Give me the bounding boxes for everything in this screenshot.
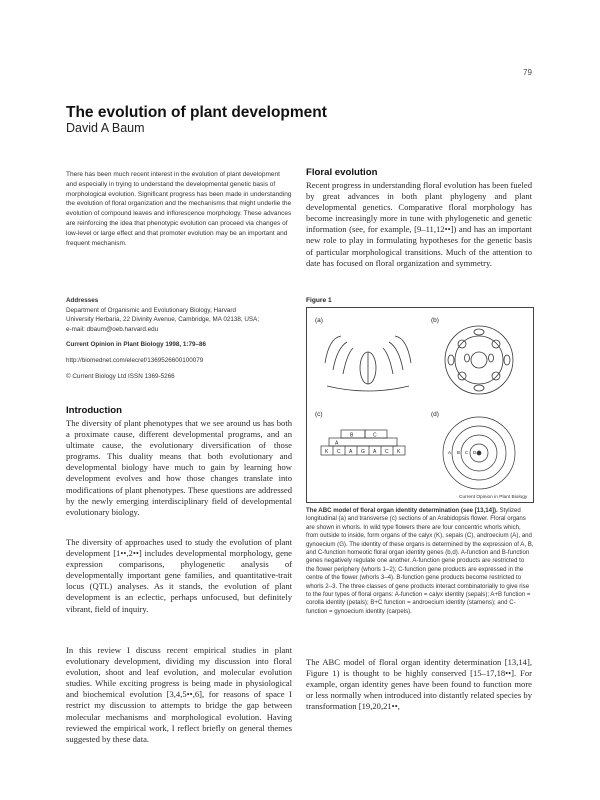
copyright-line: © Current Biology Ltd ISSN 1369-5266 bbox=[66, 372, 175, 380]
whorl-letter: C bbox=[465, 450, 469, 455]
sepal-left-outline bbox=[325, 336, 341, 363]
floral-organ bbox=[504, 355, 510, 365]
addresses-block bbox=[66, 296, 296, 381]
intro-paragraph: In this review I discuss recent empirical studies in plant evolutionary development, dividing my discussion into floral evolution, shoot and leaf evolution, and molecular evolution studies. While exciting progress is being made in physiological and biochemical evolution [3,4,5••,6], for reasons of space I restrict my discussion to attempts to bridge the gap between molecular mechanisms and morphological evolution. Having reviewed the empirical work, I reflect briefly on general themes suggested by these data. bbox=[66, 645, 292, 744]
floral-evolution-paragraph: Recent progress in understanding floral evolution has been fueled by great advances in both plant phylogeny and plant developmental genetics. Comparative floral morphology has become increasingly more in tune with phylogenetic and genetic information (see, for example, [9–11,12••]) and has an important new role to play in formulating hypotheses for the genetic basis of particular morphological transitions. Much of the attention to date has focused on floral organization and symmetry. bbox=[306, 180, 532, 268]
address-line: University Herbaria, 22 Divinity Avenue, Cambridge, MA 02138, USA; bbox=[66, 316, 260, 324]
box-letter: A bbox=[349, 449, 353, 455]
floral-organ bbox=[465, 354, 470, 362]
journal-citation: Current Opinion in Plant Biology 1998, 1:79–86 bbox=[66, 341, 206, 349]
floral-organ bbox=[474, 329, 484, 335]
sepal-right-outline bbox=[395, 336, 411, 363]
introduction-heading: Introduction bbox=[66, 405, 122, 416]
whorl-letter: A bbox=[448, 450, 451, 455]
floral-organ bbox=[492, 372, 500, 380]
box-letter: K bbox=[325, 449, 329, 455]
email-line: e-mail: dbaum@oeb.harvard.edu bbox=[66, 325, 159, 333]
intro-paragraph: The diversity of plant phenotypes that we see around us has both a proximate cause, different developmental programs, and an ultimate cause, the evolutionary diversification of those programs. This duality means that both evolutionary and developmental biology have much to gain by learning how development evolves and how those changes translate into modifications of plant phenotypes. These questions are addressed by the newly emerging interdisciplinary field of developmental evolutionary biology. bbox=[66, 418, 292, 517]
box-letter: C bbox=[385, 449, 389, 455]
floral-organ bbox=[448, 355, 454, 365]
floral-organ bbox=[458, 340, 466, 348]
abstract-text: There has been much recent interest in the evolution of plant development and especially in trying to understand the developmental genetic basis of morphological evolution. Significant progress has been made in understanding the evolution of floral organization and the mechanisms that might underlie the evolution of compound leaves and inflorescence morphology. These advances are reinforcing the idea that phenotypic evolution can proceed via changes of low-level or large effect and that promoter evolution may be an important and frequent mechanism. bbox=[66, 171, 292, 247]
figure-label: Figure 1 bbox=[306, 297, 332, 304]
box-letter: C bbox=[373, 432, 377, 439]
floral-organ bbox=[474, 385, 484, 391]
figure-caption bbox=[306, 507, 534, 616]
stamen-left-outline bbox=[343, 348, 353, 374]
panel-label-c: (c) bbox=[315, 411, 323, 418]
figure-1 bbox=[306, 307, 534, 503]
box-letter: C bbox=[337, 449, 341, 455]
panel-a-flower-section bbox=[325, 336, 411, 391]
box-letter: A bbox=[373, 449, 377, 455]
whorl-center bbox=[477, 451, 481, 455]
stamen-right-outline bbox=[383, 348, 393, 374]
receptacle-outline bbox=[327, 386, 409, 391]
article-url[interactable]: http://biomednet.com/elecref/1369526600100079 bbox=[66, 356, 204, 364]
floral-evolution-heading: Floral evolution bbox=[306, 167, 378, 178]
floral-organ bbox=[492, 340, 500, 348]
figure-credit: Current Opinion in Plant Biology bbox=[459, 495, 528, 500]
panel-label-a: (a) bbox=[315, 317, 323, 324]
box-letter: A bbox=[335, 440, 339, 447]
whorl-inner-ring bbox=[455, 336, 503, 384]
page-number: 79 bbox=[523, 68, 532, 77]
intro-paragraph: The diversity of approaches used to study the evolution of plant development [1••,2••] includes developmental morphology, gene expression comparisons, phylogenetic analysis of developmentally important gene families, and quantitative-trait locus (QTL) analyses. As it stands, the evolution of plant development is an eclectic, perhaps unfocused, but definitely vibrant, field of inquiry. bbox=[66, 537, 292, 614]
floral-organ bbox=[458, 372, 466, 380]
whorl-letter: B bbox=[457, 450, 460, 455]
panel-c-abc-boxes bbox=[321, 430, 405, 455]
box-a-region bbox=[329, 438, 397, 446]
article-title: The evolution of plant development bbox=[66, 104, 327, 121]
address-line: Department of Organismic and Evolutionary Biology, Harvard bbox=[66, 306, 236, 314]
caption-text: Stylized longitudinal (a) and transverse (c) sections of an Arabidopsis flower. Floral organs are shown in whorls. In wild type flowers there are four concentric whorls which, from outside to inside, form organs of the calyx (K), sepals (C), androecium (A), and gynoecium (G). The identity of these organs is determined by the expression of A, B, and C-function homeotic floral organ identity genes (b,d). A-function and B-function genes negatively regulate one another. A-function gene products are restricted to the flower periphery (whorls 1–2); C-function gene products are expressed in the centre of the flower (whorls 3–4). B-function gene products become restricted to whorls 2–3. The three classes of gene products interact combinatorially to give rise to the four types of floral organs: A-function = calyx identity (sepals); A+B function = corolla identity (petals); B+C function = androecium identity (stamens); and C-function = gynoecium identity (carpels). bbox=[306, 507, 534, 615]
caption-title: The ABC model of floral organ identity determination (see [13,14]). bbox=[306, 507, 498, 514]
abc-model-paragraph: The ABC model of floral organ identity determination [13,14], Figure 1) is thought to be highly conserved [15–17,18••]. For example, organ identity genes have been found to function more or less normally when introduced into distantly related species by transformation [19,20,21••, bbox=[306, 657, 532, 712]
abstract bbox=[66, 170, 292, 248]
box-letter: K bbox=[397, 449, 401, 455]
panel-label-b: (b) bbox=[431, 317, 439, 324]
figure-1-svg bbox=[307, 308, 533, 502]
box-letter: B bbox=[350, 432, 354, 439]
floral-organ bbox=[489, 354, 494, 362]
whorl-letter: D bbox=[473, 450, 477, 455]
box-letter: G bbox=[361, 449, 365, 455]
gynoecium-center bbox=[471, 352, 487, 368]
article-author: David A Baum bbox=[66, 121, 145, 135]
addresses-label: Addresses bbox=[66, 297, 99, 304]
panel-label-d: (d) bbox=[431, 411, 439, 418]
panel-d-whorl-rings bbox=[443, 417, 515, 489]
panel-b-floral-diagram bbox=[445, 326, 513, 394]
